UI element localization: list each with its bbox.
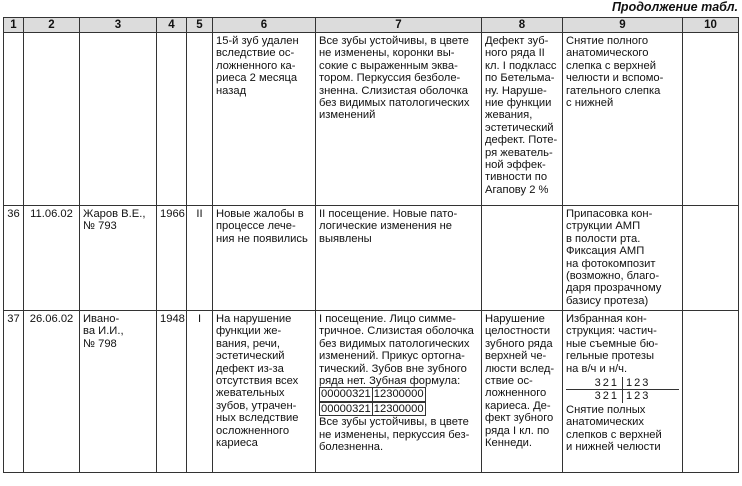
cell-status <box>316 311 482 473</box>
prosthesis-scheme <box>566 377 679 403</box>
cell-date: 11.06.02 <box>24 206 80 311</box>
formula-row <box>319 402 478 416</box>
cell-sex: II <box>187 206 213 311</box>
col-header-7: 7 <box>316 18 482 33</box>
table-row <box>4 311 739 473</box>
cell-date <box>24 33 80 206</box>
col-header-3: 3 <box>80 18 157 33</box>
formula-left: 00000321 <box>321 402 371 415</box>
patient-table <box>3 17 739 473</box>
col-header-10: 10 <box>683 18 739 33</box>
cell-number <box>4 33 24 206</box>
cell-complaints: 15-й зуб удален вследствие ос- ложненного ка- риеса 2 месяца назад <box>213 33 316 206</box>
cell-sex: I <box>187 311 213 473</box>
scheme-left: 321 <box>594 377 619 390</box>
continuation-label: Продолжение табл. <box>611 0 738 14</box>
table-row <box>4 33 739 206</box>
cell-status: Все зубы устойчивы, в цвете не изменены, коронки вы- сокие с выраженным эква- тором. Перкуссия безболе- зненна. Слизистая оболочка без видимых патологических изменений <box>316 33 482 206</box>
cell-treatment: Снятие полного анатомического слепка с верхней челюсти и вспомо- гательного слепка с нижней <box>563 33 683 206</box>
cell-complaints: Новые жалобы в процессе лече- ния не появились <box>213 206 316 311</box>
col-header-5: 5 <box>187 18 213 33</box>
scheme-row <box>566 390 679 402</box>
scheme-right: 123 <box>622 390 653 402</box>
dental-formula <box>319 387 478 416</box>
scheme-row <box>566 377 679 390</box>
col-header-1: 1 <box>4 18 24 33</box>
cell-treatment <box>563 311 683 473</box>
col-header-8: 8 <box>482 18 563 33</box>
status-text-continued: Все зубы устойчивы, в цвете не изменены, перкуссия без- болезненна. <box>319 416 470 454</box>
col-header-2: 2 <box>24 18 80 33</box>
cell-patient: Ивано- ва И.И., № 798 <box>80 311 157 473</box>
cell-number: 37 <box>4 311 24 473</box>
header-row <box>4 18 739 33</box>
col-header-4: 4 <box>157 18 187 33</box>
cell-year: 1948 <box>157 311 187 473</box>
cell-diagnosis <box>482 206 563 311</box>
cell-status: II посещение. Новые пато- логические изменения не выявлены <box>316 206 482 311</box>
cell-year: 1966 <box>157 206 187 311</box>
cell-patient <box>80 33 157 206</box>
treatment-text-continued: Снятие полных анатомических слепков с верхней и нижней челюсти <box>566 403 662 454</box>
cell-diagnosis: Нарушение целостности зубного ряда верхней че- люсти вслед- ствие ос- ложненного кариеса. Де- фект зубного ряда I кл. по Кеннеди. <box>482 311 563 473</box>
cell-date: 26.06.02 <box>24 311 80 473</box>
cell-sex <box>187 33 213 206</box>
cell-treatment: Припасовка кон- струкции АМП в полости рта. Фиксация АМП на фотокомпозит (возможно, благо- даря прозрачному базису протеза) <box>563 206 683 311</box>
table-row <box>4 206 739 311</box>
formula-row <box>319 387 478 401</box>
cell-number: 36 <box>4 206 24 311</box>
formula-left: 00000321 <box>321 388 371 401</box>
status-text: I посещение. Лицо симме- тричное. Слизистая оболочка без видимых патологических изменений. Прикус ортогна- тический. Зубов вне зубного ряда нет. Зубная формула: <box>319 313 474 388</box>
scheme-right: 123 <box>622 377 653 389</box>
treatment-text: Избранная кон- струкция: частич- ные съемные бю- гельные протезы на в/ч и н/ч. <box>566 313 659 375</box>
cell-year <box>157 33 187 206</box>
cell-note <box>683 311 739 473</box>
cell-complaints: На нарушение функции же- вания, речи, эстетический дефект из-за отсутствия всех жевательных зубов, утрачен- ных вследствие осложненного кариеса <box>213 311 316 473</box>
col-header-9: 9 <box>563 18 683 33</box>
cell-diagnosis: Дефект зуб- ного ряда II кл. I подкласс по Бетельма- ну. Наруше- ние функции жевания, эстетический дефект. Поте- ря жеватель- ной эффек- тивности по Агапову 2 % <box>482 33 563 206</box>
scheme-left: 321 <box>594 390 619 403</box>
cell-note <box>683 33 739 206</box>
cell-patient: Жаров В.Е., № 793 <box>80 206 157 311</box>
cell-note <box>683 206 739 311</box>
formula-right: 12300000 <box>373 388 424 401</box>
formula-right: 12300000 <box>373 402 424 415</box>
col-header-6: 6 <box>213 18 316 33</box>
